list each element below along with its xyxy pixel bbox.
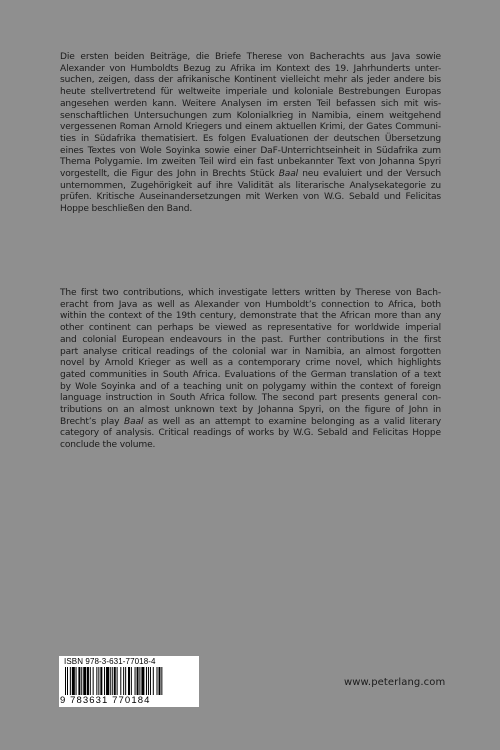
barcode-bar bbox=[141, 667, 144, 695]
barcode-bar bbox=[100, 667, 102, 695]
barcode-bar bbox=[139, 667, 140, 695]
text-line: vergessenen Roman Arnold Kriegers und einem aktuellen Krimi, der Gates Communi- bbox=[60, 122, 441, 133]
text-line: within the context of the 19th century, demonstrate that the African more than any bbox=[60, 311, 441, 322]
isbn-barcode bbox=[59, 656, 199, 707]
barcode-bar bbox=[146, 667, 147, 695]
barcode-bar bbox=[137, 667, 139, 695]
barcode-bar bbox=[117, 667, 118, 695]
italic-title: Baal bbox=[124, 416, 144, 427]
barcode-bar bbox=[65, 667, 66, 695]
text-line: Alexander von Humboldts Bezug zu Afrika im Kontext des 19. Jahrhunderts unter- bbox=[60, 63, 441, 74]
barcode-bar bbox=[114, 667, 116, 695]
barcode-bar bbox=[110, 667, 111, 695]
text-line: novel by Arnold Krieger as well as a contemporary crime novel, which highlights bbox=[60, 358, 441, 369]
isbn-label: ISBN 978-3-631-77018-4 bbox=[64, 657, 156, 666]
text-line: eines Textes von Wole Soyinka sowie einer DaF-Unterrichtseinheit in Südafrika zum bbox=[60, 145, 441, 156]
barcode-bar bbox=[106, 667, 109, 695]
barcode-bar bbox=[159, 667, 161, 695]
text-line: conclude the volume. bbox=[60, 440, 156, 451]
text-line: by Wole Soyinka and of a teaching unit on polygamy within the context of foreign bbox=[60, 381, 441, 392]
text-segment: as well as an attempt to examine belonging as a valid literary bbox=[143, 416, 441, 427]
barcode-bar bbox=[93, 667, 94, 695]
text-line: tributions on an almost unknown text by Johanna Spyri, on the figure of John in bbox=[60, 405, 441, 416]
text-line: unternommen, Zugehörigkeit auf ihre Validität als literarische Analysekategorie zu bbox=[60, 180, 441, 191]
barcode-bar bbox=[157, 667, 158, 695]
text-line: Die ersten beiden Beiträge, die Briefe Therese von Bacherachts aus Java sowie bbox=[60, 52, 441, 62]
barcode-bar bbox=[96, 667, 97, 695]
text-line: and colonial European endeavours in the past. Further contributions in the first bbox=[60, 334, 441, 345]
barcode-digits: 9 783631 770184 bbox=[60, 695, 151, 706]
barcode-bar bbox=[125, 667, 126, 695]
barcode-bar bbox=[128, 667, 130, 695]
barcode-bar bbox=[78, 667, 80, 695]
text-segment: vorgestellt, die Figur des John in Brechts Stück bbox=[60, 169, 275, 180]
barcode-bar bbox=[161, 667, 162, 695]
barcode-bar bbox=[104, 667, 105, 695]
barcode-bar bbox=[87, 667, 89, 695]
text-line: other continent can perhaps be viewed as representative for worldwide imperial bbox=[60, 323, 441, 334]
text-line: suchen, zeigen, dass der afrikanische Kontinent vielleicht mehr als jeder andere bis bbox=[60, 75, 441, 86]
text-line: language instruction in South Africa follow. The second part presents general con- bbox=[60, 393, 441, 404]
barcode-bar bbox=[123, 667, 124, 695]
publisher-website: www.peterlang.com bbox=[344, 677, 446, 688]
text-line: angesehen werden kann. Weitere Analysen im ersten Teil befassen sich mit wis- bbox=[60, 98, 441, 109]
text-line: senschaftlichen Untersuchungen zum Kolonialkrieg in Namibia, einem weitgehend bbox=[60, 110, 441, 121]
text-line: Hoppe beschließen den Band. bbox=[60, 204, 193, 215]
text-line: eracht from Java as well as Alexander von Humboldt’s connection to Africa, both bbox=[60, 299, 441, 310]
text-line: heute stellvertretend für weltweite imperiale und koloniale Bestrebungen Europas bbox=[60, 87, 441, 98]
text-segment: neu evaluiert und der Versuch bbox=[298, 169, 442, 180]
text-line: ties in Südafrika thematisiert. Es folgen Evaluationen der deutschen Übersetzung bbox=[60, 133, 441, 144]
text-line bbox=[60, 417, 441, 429]
text-line: part analyse critical readings of the colonial war in Namibia, an almost forgotten bbox=[60, 346, 441, 357]
barcode-bar bbox=[131, 667, 132, 695]
barcode-bar bbox=[112, 667, 113, 695]
barcode-bar bbox=[72, 667, 75, 695]
barcode-bar bbox=[70, 667, 71, 695]
barcode-bar bbox=[135, 667, 136, 695]
barcode-bar bbox=[83, 667, 86, 695]
text-line: prüfen. Kritische Auseinandersetzungen mit Werken von W.G. Sebald und Felicitas bbox=[60, 192, 441, 203]
english-summary bbox=[60, 288, 441, 452]
barcode-bar bbox=[67, 667, 68, 695]
italic-title: Baal bbox=[278, 169, 299, 180]
text-line: category of analysis. Critical readings of works by W.G. Sebald and Felicitas Hoppe bbox=[60, 428, 441, 439]
barcode-bar bbox=[150, 667, 151, 695]
barcode-bars bbox=[65, 667, 193, 695]
barcode-bar bbox=[90, 667, 91, 695]
barcode-bar bbox=[120, 667, 121, 695]
text-segment: Brecht’s play bbox=[60, 416, 120, 427]
barcode-bar bbox=[76, 667, 77, 695]
text-line bbox=[60, 169, 441, 181]
german-summary bbox=[60, 52, 441, 216]
barcode-bar bbox=[81, 667, 82, 695]
barcode-bar bbox=[98, 667, 99, 695]
barcode-bar bbox=[148, 667, 149, 695]
text-line: The first two contributions, which investigate letters written by Therese von Bach- bbox=[60, 288, 441, 298]
text-line: gated communities in South Africa. Evaluations of the German translation of a text bbox=[60, 369, 441, 380]
barcode-bar bbox=[153, 667, 154, 695]
text-line: Thema Polygamie. Im zweiten Teil wird ein fast unbekannter Text von Johanna Spyri bbox=[60, 157, 441, 168]
